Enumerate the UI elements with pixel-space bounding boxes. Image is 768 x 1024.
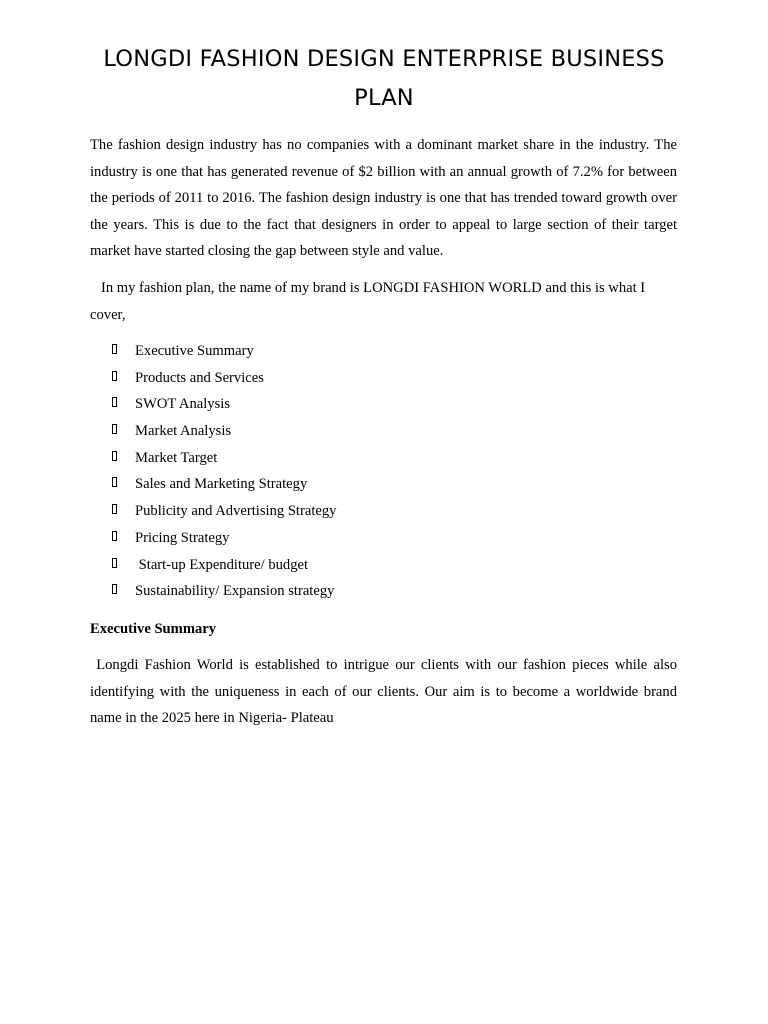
missing-glyph-bullet-icon — [112, 451, 117, 461]
list-item-label: Publicity and Advertising Strategy — [135, 503, 337, 520]
missing-glyph-bullet-icon — [112, 558, 117, 568]
missing-glyph-bullet-icon — [112, 344, 117, 354]
list-item — [90, 578, 677, 605]
list-item-label: Executive Summary — [135, 343, 254, 359]
list-item-label: Sales and Marketing Strategy — [135, 476, 308, 493]
missing-glyph-bullet-icon — [112, 477, 117, 487]
list-item — [90, 418, 677, 445]
summary-paragraph: Longdi Fashion World is established to intrigue our clients with our fashion pieces while also identifying with the uniqueness in each of our clients. Our aim is to become a worldwide brand name in the 2025 here in Nigeria- Plateau — [90, 657, 681, 726]
list-item — [90, 445, 677, 472]
missing-glyph-bullet-icon — [112, 504, 117, 514]
list-item — [90, 338, 677, 365]
list-item-label: SWOT Analysis — [135, 396, 231, 413]
missing-glyph-bullet-icon — [112, 531, 117, 541]
list-item — [90, 365, 677, 392]
list-item — [90, 552, 677, 579]
list-item — [90, 525, 677, 552]
list-item-label: Market Analysis — [135, 423, 232, 440]
list-item — [90, 498, 677, 525]
list-item-label: Products and Services — [135, 369, 264, 386]
cover-paragraph-text: In my fashion plan, the name of my brand is LONGDI FASHION WORLD and this is what I cover, — [90, 280, 649, 323]
section-heading-executive-summary: Executive Summary — [90, 621, 217, 637]
missing-glyph-bullet-icon — [112, 397, 117, 407]
intro-paragraph: The fashion design industry has no companies with a dominant market share in the industry. The industry is one that has generated revenue of $2 billion with an annual growth of 7.2% for between the periods of 2011 to 2016. The fashion design industry is one that has trended toward growth over the years. This is due to the fact that designers in order to appeal to large section of their target market have started closing the gap between style and value. — [90, 137, 677, 259]
missing-glyph-bullet-icon — [112, 371, 117, 381]
list-item-label: Start-up Expenditure/ budget — [135, 556, 309, 573]
list-item-label: Market Target — [135, 449, 218, 466]
list-item-label: Pricing Strategy — [135, 529, 230, 546]
cover-paragraph — [90, 275, 677, 328]
list-item — [90, 471, 677, 498]
document-title: LONGDI FASHION DESIGN ENTERPRISE BUSINESS PLAN — [103, 46, 665, 111]
list-item — [90, 391, 677, 418]
list-item-label: Sustainability/ Expansion strategy — [135, 583, 335, 600]
missing-glyph-bullet-icon — [112, 424, 117, 434]
missing-glyph-bullet-icon — [112, 584, 117, 594]
contents-list — [90, 338, 677, 605]
